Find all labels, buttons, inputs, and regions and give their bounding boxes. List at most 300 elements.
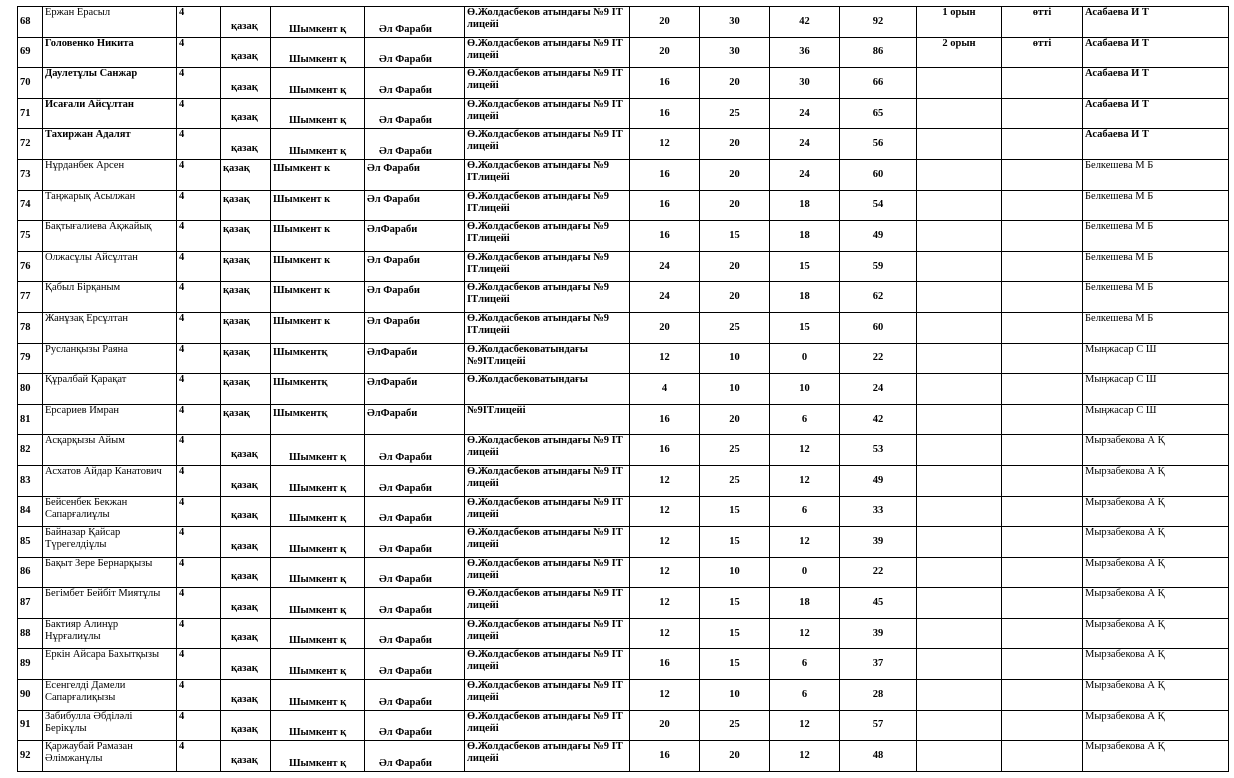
score-3-cell: 15 (770, 312, 840, 343)
score-1-cell: 20 (630, 7, 700, 38)
district-cell: Әл Фараби (365, 557, 465, 588)
district-cell: Әл Фараби (365, 7, 465, 38)
status-cell (1002, 557, 1083, 588)
score-1-cell: 16 (630, 159, 700, 190)
grade-cell: 4 (177, 404, 221, 435)
score-1-cell: 24 (630, 282, 700, 313)
score-1-cell: 16 (630, 435, 700, 466)
table-row (18, 343, 1229, 374)
language-cell: қазақ (221, 404, 271, 435)
student-name-cell: Тахиржан Адалят (43, 129, 177, 160)
place-cell (917, 129, 1002, 160)
grade-cell: 4 (177, 282, 221, 313)
student-name-cell: Құралбай Қарақат (43, 374, 177, 405)
status-cell (1002, 159, 1083, 190)
student-name-cell: Даулетұлы Санжар (43, 68, 177, 99)
language-cell: қазақ (221, 588, 271, 619)
district-cell: Әл Фараби (365, 129, 465, 160)
school-cell: Ө.Жолдасбеков атындағы №9 IT лицейі (465, 618, 630, 649)
place-cell (917, 159, 1002, 190)
language-cell: қазақ (221, 129, 271, 160)
language-cell: қазақ (221, 496, 271, 527)
score-2-cell: 25 (700, 98, 770, 129)
place-cell (917, 312, 1002, 343)
status-cell: өтті (1002, 7, 1083, 38)
district-cell: Әл Фараби (365, 98, 465, 129)
grade-cell: 4 (177, 312, 221, 343)
grade-cell: 4 (177, 374, 221, 405)
total-score-cell: 37 (840, 649, 917, 680)
row-number-cell: 76 (18, 251, 43, 282)
total-score-cell: 22 (840, 557, 917, 588)
total-score-cell: 60 (840, 159, 917, 190)
school-cell: Ө.Жолдасбеков атындағы №9 IT лицейі (465, 129, 630, 160)
school-cell: Ө.Жолдасбеков атындағы №9 ITлицейі (465, 282, 630, 313)
row-number-cell: 88 (18, 618, 43, 649)
grade-cell: 4 (177, 465, 221, 496)
language-cell: қазақ (221, 680, 271, 711)
city-cell: Шымкент к (271, 251, 365, 282)
row-number-cell: 92 (18, 741, 43, 772)
student-name-cell: Жанұзақ Ерсұлтан (43, 312, 177, 343)
place-cell (917, 680, 1002, 711)
teacher-cell: Мырзабекова А Қ (1083, 710, 1229, 741)
row-number-cell: 90 (18, 680, 43, 711)
student-name-cell: Олжасұлы Айсұлтан (43, 251, 177, 282)
score-2-cell: 25 (700, 710, 770, 741)
language-cell: қазақ (221, 741, 271, 772)
school-cell: Ө.Жолдасбеков атындағы №9 IT лицейі (465, 527, 630, 558)
place-cell (917, 343, 1002, 374)
school-cell: Ө.Жолдасбеков атындағы №9 ITлицейі (465, 159, 630, 190)
teacher-cell: Мырзабекова А Қ (1083, 588, 1229, 619)
language-cell: қазақ (221, 251, 271, 282)
score-2-cell: 30 (700, 7, 770, 38)
grade-cell: 4 (177, 649, 221, 680)
score-1-cell: 16 (630, 190, 700, 221)
table-row (18, 618, 1229, 649)
score-1-cell: 12 (630, 527, 700, 558)
teacher-cell: Асабаева И Т (1083, 68, 1229, 99)
student-name-cell: Есенгелді Дамели Сапарғалиқызы (43, 680, 177, 711)
student-name-cell: Бегімбет Бейбіт Миятұлы (43, 588, 177, 619)
table-row (18, 710, 1229, 741)
language-cell: қазақ (221, 37, 271, 68)
status-cell (1002, 435, 1083, 466)
city-cell: Шымкент қ (271, 649, 365, 680)
grade-cell: 4 (177, 221, 221, 252)
status-cell (1002, 221, 1083, 252)
place-cell (917, 68, 1002, 99)
score-2-cell: 20 (700, 129, 770, 160)
school-cell: Ө.Жолдасбеков атындағы №9 IT лицейі (465, 435, 630, 466)
row-number-cell: 78 (18, 312, 43, 343)
total-score-cell: 54 (840, 190, 917, 221)
grade-cell: 4 (177, 37, 221, 68)
district-cell: Әл Фараби (365, 159, 465, 190)
student-name-cell: Бактияр Алинұр Нұрғалиұлы (43, 618, 177, 649)
city-cell: Шымкент қ (271, 527, 365, 558)
score-3-cell: 24 (770, 159, 840, 190)
city-cell: Шымкент к (271, 282, 365, 313)
teacher-cell: Асабаева И Т (1083, 129, 1229, 160)
score-3-cell: 12 (770, 435, 840, 466)
district-cell: Әл Фараби (365, 68, 465, 99)
student-name-cell: Қабыл Бірқаным (43, 282, 177, 313)
grade-cell: 4 (177, 190, 221, 221)
score-3-cell: 6 (770, 496, 840, 527)
total-score-cell: 86 (840, 37, 917, 68)
row-number-cell: 71 (18, 98, 43, 129)
language-cell: қазақ (221, 557, 271, 588)
status-cell (1002, 465, 1083, 496)
score-2-cell: 20 (700, 282, 770, 313)
place-cell (917, 435, 1002, 466)
score-2-cell: 20 (700, 159, 770, 190)
status-cell: өтті (1002, 37, 1083, 68)
student-name-cell: Ержан Ерасыл (43, 7, 177, 38)
student-name-cell: Еркін Айсара Бахытқызы (43, 649, 177, 680)
row-number-cell: 82 (18, 435, 43, 466)
score-2-cell: 10 (700, 557, 770, 588)
table-row (18, 680, 1229, 711)
row-number-cell: 80 (18, 374, 43, 405)
student-name-cell: Таңжарық Асылжан (43, 190, 177, 221)
status-cell (1002, 68, 1083, 99)
student-name-cell: Байназар Қайсар Түрегелдіұлы (43, 527, 177, 558)
score-3-cell: 24 (770, 129, 840, 160)
teacher-cell: Асабаева И Т (1083, 7, 1229, 38)
score-3-cell: 30 (770, 68, 840, 99)
place-cell (917, 588, 1002, 619)
teacher-cell: Белкешева М Б (1083, 312, 1229, 343)
city-cell: Шымкент қ (271, 680, 365, 711)
status-cell (1002, 282, 1083, 313)
score-2-cell: 20 (700, 68, 770, 99)
score-3-cell: 12 (770, 465, 840, 496)
score-2-cell: 15 (700, 527, 770, 558)
district-cell: ӘлФараби (365, 343, 465, 374)
grade-cell: 4 (177, 710, 221, 741)
table-row (18, 98, 1229, 129)
language-cell: қазақ (221, 221, 271, 252)
score-2-cell: 10 (700, 680, 770, 711)
score-3-cell: 24 (770, 98, 840, 129)
status-cell (1002, 710, 1083, 741)
student-name-cell: Головенко Никита (43, 37, 177, 68)
school-cell: Ө.Жолдасбеков атындағы №9 IT лицейі (465, 496, 630, 527)
school-cell: Ө.Жолдасбеков атындағы №9 IT лицейі (465, 649, 630, 680)
teacher-cell: Белкешева М Б (1083, 190, 1229, 221)
score-3-cell: 6 (770, 404, 840, 435)
score-1-cell: 20 (630, 312, 700, 343)
score-3-cell: 36 (770, 37, 840, 68)
district-cell: ӘлФараби (365, 374, 465, 405)
score-3-cell: 18 (770, 190, 840, 221)
score-1-cell: 16 (630, 404, 700, 435)
status-cell (1002, 649, 1083, 680)
score-2-cell: 20 (700, 251, 770, 282)
score-1-cell: 12 (630, 618, 700, 649)
total-score-cell: 60 (840, 312, 917, 343)
student-name-cell: Русланқызы Раяна (43, 343, 177, 374)
row-number-cell: 68 (18, 7, 43, 38)
table-row (18, 190, 1229, 221)
school-cell: Ө.Жолдасбеков атындағы №9 IT лицейі (465, 68, 630, 99)
teacher-cell: Мырзабекова А Қ (1083, 557, 1229, 588)
score-1-cell: 12 (630, 557, 700, 588)
language-cell: қазақ (221, 435, 271, 466)
school-cell: Ө.Жолдасбеков атындағы №9 IT лицейі (465, 37, 630, 68)
district-cell: Әл Фараби (365, 710, 465, 741)
row-number-cell: 70 (18, 68, 43, 99)
row-number-cell: 89 (18, 649, 43, 680)
district-cell: Әл Фараби (365, 527, 465, 558)
results-table (17, 6, 1229, 772)
grade-cell: 4 (177, 98, 221, 129)
teacher-cell: Мыңжасар С Ш (1083, 404, 1229, 435)
grade-cell: 4 (177, 129, 221, 160)
teacher-cell: Белкешева М Б (1083, 221, 1229, 252)
total-score-cell: 28 (840, 680, 917, 711)
table-row (18, 312, 1229, 343)
status-cell (1002, 496, 1083, 527)
score-2-cell: 20 (700, 741, 770, 772)
place-cell (917, 221, 1002, 252)
grade-cell: 4 (177, 527, 221, 558)
status-cell (1002, 741, 1083, 772)
score-2-cell: 25 (700, 435, 770, 466)
city-cell: Шымкент қ (271, 129, 365, 160)
score-3-cell: 15 (770, 251, 840, 282)
score-1-cell: 12 (630, 496, 700, 527)
score-2-cell: 15 (700, 221, 770, 252)
district-cell: Әл Фараби (365, 312, 465, 343)
total-score-cell: 49 (840, 465, 917, 496)
score-2-cell: 15 (700, 649, 770, 680)
grade-cell: 4 (177, 7, 221, 38)
school-cell: Ө.Жолдасбеков атындағы №9 IT лицейі (465, 465, 630, 496)
grade-cell: 4 (177, 435, 221, 466)
score-3-cell: 6 (770, 680, 840, 711)
table-row (18, 374, 1229, 405)
total-score-cell: 62 (840, 282, 917, 313)
table-row (18, 465, 1229, 496)
grade-cell: 4 (177, 159, 221, 190)
score-3-cell: 0 (770, 557, 840, 588)
grade-cell: 4 (177, 557, 221, 588)
status-cell (1002, 343, 1083, 374)
language-cell: қазақ (221, 68, 271, 99)
district-cell: Әл Фараби (365, 618, 465, 649)
table-row (18, 68, 1229, 99)
city-cell: Шымкент к (271, 221, 365, 252)
language-cell: қазақ (221, 618, 271, 649)
teacher-cell: Белкешева М Б (1083, 159, 1229, 190)
row-number-cell: 74 (18, 190, 43, 221)
teacher-cell: Мыңжасар С Ш (1083, 374, 1229, 405)
total-score-cell: 59 (840, 251, 917, 282)
row-number-cell: 83 (18, 465, 43, 496)
row-number-cell: 84 (18, 496, 43, 527)
place-cell (917, 190, 1002, 221)
student-name-cell: Асқарқызы Айым (43, 435, 177, 466)
score-2-cell: 10 (700, 374, 770, 405)
city-cell: Шымкент қ (271, 68, 365, 99)
grade-cell: 4 (177, 741, 221, 772)
score-1-cell: 16 (630, 68, 700, 99)
school-cell: Ө.Жолдасбеков атындағы №9 IT лицейі (465, 588, 630, 619)
grade-cell: 4 (177, 496, 221, 527)
table-row (18, 527, 1229, 558)
school-cell: №9ITлицейі (465, 404, 630, 435)
place-cell: 1 орын (917, 7, 1002, 38)
district-cell: Әл Фараби (365, 465, 465, 496)
school-cell: Ө.Жолдасбеков атындағы №9 ITлицейі (465, 190, 630, 221)
row-number-cell: 86 (18, 557, 43, 588)
language-cell: қазақ (221, 649, 271, 680)
status-cell (1002, 98, 1083, 129)
city-cell: Шымкент қ (271, 618, 365, 649)
grade-cell: 4 (177, 343, 221, 374)
score-3-cell: 12 (770, 710, 840, 741)
school-cell: Ө.Жолдасбеков атындағы №9 ITлицейі (465, 312, 630, 343)
city-cell: Шымкент қ (271, 7, 365, 38)
district-cell: Әл Фараби (365, 649, 465, 680)
table-row (18, 221, 1229, 252)
grade-cell: 4 (177, 680, 221, 711)
grade-cell: 4 (177, 251, 221, 282)
table-row (18, 588, 1229, 619)
language-cell: қазақ (221, 7, 271, 38)
score-1-cell: 12 (630, 465, 700, 496)
school-cell: Ө.Жолдасбеков атындағы №9 IT лицейі (465, 98, 630, 129)
total-score-cell: 66 (840, 68, 917, 99)
total-score-cell: 53 (840, 435, 917, 466)
total-score-cell: 45 (840, 588, 917, 619)
school-cell: Ө.Жолдасбеков атындағы №9 ITлицейі (465, 221, 630, 252)
city-cell: Шымкент қ (271, 435, 365, 466)
teacher-cell: Белкешева М Б (1083, 282, 1229, 313)
district-cell: ӘлФараби (365, 404, 465, 435)
district-cell: Әл Фараби (365, 251, 465, 282)
place-cell (917, 557, 1002, 588)
language-cell: қазақ (221, 710, 271, 741)
score-3-cell: 18 (770, 221, 840, 252)
school-cell: Ө.Жолдасбеков атындағы №9 IT лицейі (465, 557, 630, 588)
row-number-cell: 81 (18, 404, 43, 435)
teacher-cell: Мырзабекова А Қ (1083, 741, 1229, 772)
score-2-cell: 30 (700, 37, 770, 68)
school-cell: Ө.Жолдасбековатындағы (465, 374, 630, 405)
school-cell: Ө.Жолдасбеков атындағы №9 IT лицейі (465, 680, 630, 711)
total-score-cell: 42 (840, 404, 917, 435)
language-cell: қазақ (221, 159, 271, 190)
city-cell: Шымкент қ (271, 710, 365, 741)
place-cell (917, 251, 1002, 282)
status-cell (1002, 680, 1083, 711)
city-cell: Шымкент к (271, 312, 365, 343)
place-cell: 2 орын (917, 37, 1002, 68)
city-cell: Шымкент қ (271, 37, 365, 68)
status-cell (1002, 404, 1083, 435)
score-1-cell: 4 (630, 374, 700, 405)
district-cell: Әл Фараби (365, 496, 465, 527)
row-number-cell: 73 (18, 159, 43, 190)
total-score-cell: 65 (840, 98, 917, 129)
total-score-cell: 39 (840, 527, 917, 558)
score-3-cell: 0 (770, 343, 840, 374)
score-1-cell: 24 (630, 251, 700, 282)
city-cell: Шымкентқ (271, 343, 365, 374)
score-3-cell: 42 (770, 7, 840, 38)
table-row (18, 404, 1229, 435)
table-row (18, 557, 1229, 588)
score-2-cell: 25 (700, 465, 770, 496)
score-2-cell: 15 (700, 588, 770, 619)
student-name-cell: Бақтығалиева Ақжайық (43, 221, 177, 252)
score-1-cell: 20 (630, 710, 700, 741)
teacher-cell: Мыңжасар С Ш (1083, 343, 1229, 374)
table-row (18, 251, 1229, 282)
score-1-cell: 12 (630, 343, 700, 374)
score-3-cell: 12 (770, 618, 840, 649)
district-cell: ӘлФараби (365, 221, 465, 252)
results-table-body (18, 7, 1229, 772)
school-cell: Ө.Жолдасбековатындағы №9ITлицейі (465, 343, 630, 374)
score-3-cell: 18 (770, 282, 840, 313)
student-name-cell: Бақыт Зере Бернарқызы (43, 557, 177, 588)
language-cell: қазақ (221, 190, 271, 221)
student-name-cell: Қаржаубай Рамазан Әлімжанұлы (43, 741, 177, 772)
city-cell: Шымкентқ (271, 404, 365, 435)
status-cell (1002, 527, 1083, 558)
student-name-cell: Бейсенбек Бекжан Сапарғалиұлы (43, 496, 177, 527)
teacher-cell: Мырзабекова А Қ (1083, 465, 1229, 496)
row-number-cell: 79 (18, 343, 43, 374)
place-cell (917, 710, 1002, 741)
score-1-cell: 12 (630, 129, 700, 160)
status-cell (1002, 312, 1083, 343)
status-cell (1002, 129, 1083, 160)
score-3-cell: 12 (770, 527, 840, 558)
city-cell: Шымкент қ (271, 741, 365, 772)
score-1-cell: 16 (630, 98, 700, 129)
teacher-cell: Мырзабекова А Қ (1083, 496, 1229, 527)
place-cell (917, 649, 1002, 680)
student-name-cell: Асхатов Айдар Канатович (43, 465, 177, 496)
table-row (18, 282, 1229, 313)
teacher-cell: Мырзабекова А Қ (1083, 618, 1229, 649)
score-3-cell: 6 (770, 649, 840, 680)
place-cell (917, 741, 1002, 772)
student-name-cell: Нұрданбек Арсен (43, 159, 177, 190)
place-cell (917, 282, 1002, 313)
student-name-cell: Исағали Айсұлтан (43, 98, 177, 129)
place-cell (917, 618, 1002, 649)
teacher-cell: Асабаева И Т (1083, 37, 1229, 68)
table-row (18, 435, 1229, 466)
school-cell: Ө.Жолдасбеков атындағы №9 IT лицейі (465, 7, 630, 38)
row-number-cell: 91 (18, 710, 43, 741)
total-score-cell: 24 (840, 374, 917, 405)
place-cell (917, 374, 1002, 405)
score-3-cell: 12 (770, 741, 840, 772)
district-cell: Әл Фараби (365, 37, 465, 68)
grade-cell: 4 (177, 618, 221, 649)
row-number-cell: 85 (18, 527, 43, 558)
city-cell: Шымкент қ (271, 557, 365, 588)
